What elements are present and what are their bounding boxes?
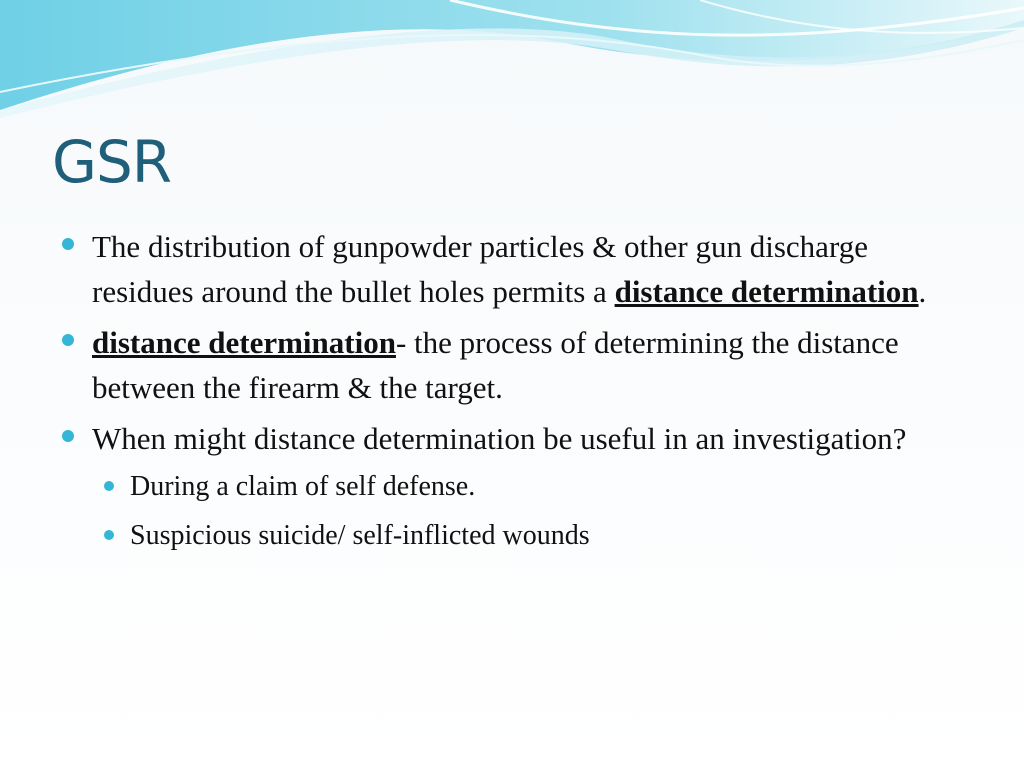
header-wave-decoration xyxy=(0,0,1024,120)
bullet-2 xyxy=(62,320,962,410)
bullet-text-end: . xyxy=(918,274,927,309)
emphasis-term: distance determination xyxy=(614,274,919,309)
bullet-1 xyxy=(62,224,962,314)
subbullet-1 xyxy=(104,467,962,507)
subbullet-2 xyxy=(104,516,962,556)
bullet-3 xyxy=(62,416,962,461)
bullet-dot-icon xyxy=(62,430,74,442)
slide-content xyxy=(62,224,962,565)
bullet-question: When might distance determination be useful in an investigation? xyxy=(92,421,907,456)
subbullet-dot-icon xyxy=(104,530,114,540)
bullet-dot-icon xyxy=(62,238,74,250)
slide-title: GSR xyxy=(52,128,172,196)
emphasis-term: distance determination xyxy=(92,325,396,360)
subbullet-dot-icon xyxy=(104,481,114,491)
bullet-definition: - the process of determining the distance between the firearm & the target. xyxy=(92,325,899,405)
bullet-dot-icon xyxy=(62,334,74,346)
subbullet-text: During a claim of self defense. xyxy=(130,471,476,502)
subbullet-text: Suspicious suicide/ self-inflicted wounds xyxy=(130,520,590,551)
bullet-text: The distribution of gunpowder particles & other gun discharge residues around the bullet holes permits a xyxy=(92,229,868,309)
